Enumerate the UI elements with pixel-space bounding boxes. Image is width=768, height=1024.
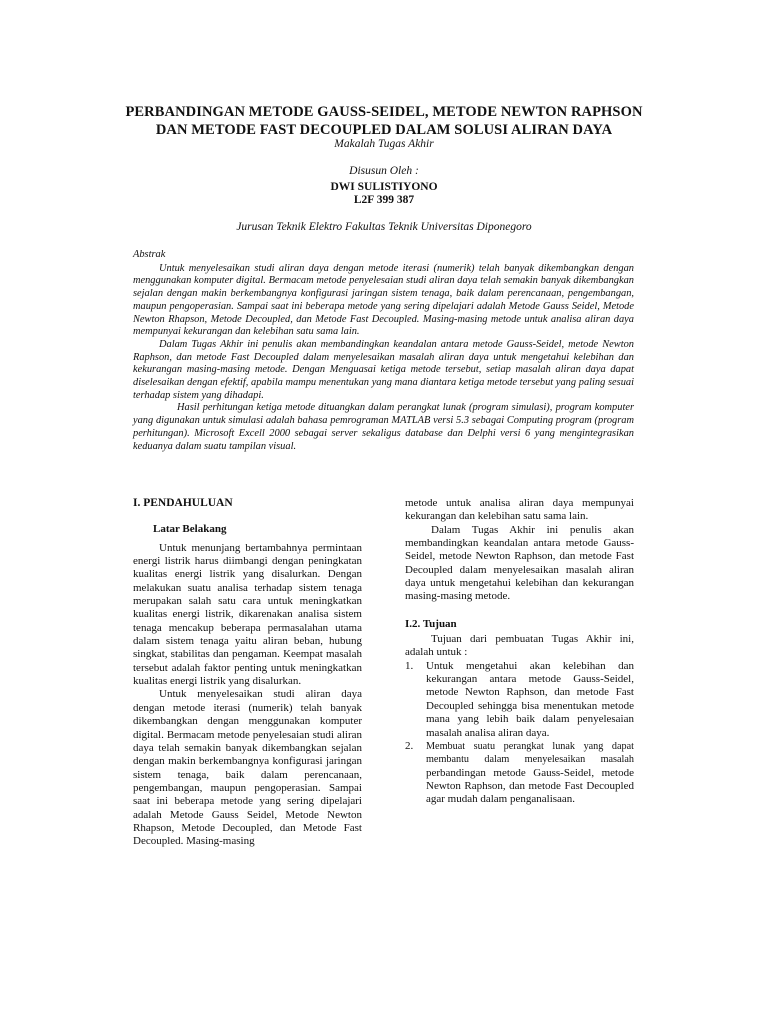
tujuan-list [405,660,634,807]
list-item-number: 1. [405,659,414,672]
list-item-text-small: Membuat suatu perangkat lunak yang dapat membantu dalam menyelesaikan masalah [426,740,634,766]
affiliation: Jurusan Teknik Elektro Fakultas Teknik Universitas Diponegoro [236,221,532,233]
paper-title [100,103,668,139]
list-item [405,740,634,807]
body-paragraph: Untuk menyelesaikan studi aliran daya dengan metode iterasi (numerik) telah banyak dikembangkan dengan menggunakan komputer digital. Bermacam metode penyelesaian studi aliran daya telah semakin banyak dikembangkan sejalan dengan makin berkembangnya konfigurasi jaringan sistem tenaga, baik dalam perencanaan, pengembangan, maupun pengoperasian. Sampai saat ini beberapa metode yang sering dipelajari adalah Metode Gauss Seidel, Metode Newton Rhapson, Metode Decoupled, dan Metode Fast Decoupled. Masing-masing [133,688,362,848]
paper-title-line-1: PERBANDINGAN METODE GAUSS-SEIDEL, METODE NEWTON RAPHSON [125,104,643,120]
left-column [133,497,362,849]
subsection-heading-tujuan: I.2. Tujuan [405,617,457,630]
abstract-paragraph-2: Dalam Tugas Akhir ini penulis akan membandingkan keandalan antara metode Gauss-Seidel, metode Newton Raphson, dan metode Fast Decoupled dalam menyelesaikan masalah aliran daya untuk mengetahui kelebihan dan kekurangan masing-masing metode. Dengan Menguasai ketiga metode tersebut, setiap masalah aliran daya dapat diselesaikan dengan efektif, apabila mampu menentukan yang mana diantara ketiga metode tersebut yang paling sesuai terhadap sistem yang dihadapi. [133,338,634,401]
abstract-paragraph-3: Hasil perhitungan ketiga metode dituangkan dalam perangkat lunak (program simulasi), program komputer yang digunakan untuk simulasi adalah bahasa pemrograman MATLAB versi 5.3 sebagai Computing program (program perhitungan). Microsoft Excell 2000 sebagai server sekaligus database dan Delphi versi 6 yang mengintegrasikan keduanya dalam suatu tampilan visual. [133,402,634,452]
body-paragraph-continuation: metode untuk analisa aliran daya mempunyai kekurangan dan kelebihan satu sama lain. [405,497,634,523]
abstract-paragraph-1: Untuk menyelesaikan studi aliran daya dengan metode iterasi (numerik) telah banyak dikembangkan dengan menggunakan komputer digital. Bermacam metode penyelesaian studi aliran daya telah semakin banyak dikembangkan sejalan dengan makin berkembangnya konfigurasi jaringan sistem tenaga, baik dalam perencanaan, pengembangan, maupun pengoperasian. Sampai saat ini beberapa metode yang sering dipelajari adalah Metode Gauss Seidel, Metode Newton Rhapson, Metode Decoupled, dan Metode Fast Decoupled. Masing-masing metode untuk analisa aliran daya mempunyai kekurangan dan kelebihan satu sama lain. [133,262,634,338]
list-item-text-wrap [426,740,634,807]
abstract-label: Abstrak [133,249,166,260]
student-id: L2F 399 387 [353,194,415,206]
body-paragraph: Dalam Tugas Akhir ini penulis akan membandingkan keandalan antara metode Gauss-Seidel, metode Newton Raphson, dan metode Fast Decoupled dalam menyelesaikan masalah aliran daya untuk mengetahui kelebihan dan kekurangan masing-masing metode. [405,523,634,603]
author-name: DWI SULISTIYONO [330,181,438,193]
subsection-heading-latar-belakang: Latar Belakang [153,523,227,536]
paper-title-line-2: DAN METODE FAST DECOUPLED DALAM SOLUSI ALIRAN DAYA [155,122,613,138]
list-item [405,660,634,740]
list-item-text: perbandingan metode Gauss-Seidel, metode Newton Raphson, dan metode Fast Decoupled agar mudah dalam penganalisaan. [426,766,634,806]
list-item-number: 2. [405,739,414,752]
tujuan-intro: Tujuan dari pembuatan Tugas Akhir ini, adalah untuk : [405,633,634,659]
compiled-by-label: Disusun Oleh : [349,165,419,177]
paper-subtitle: Makalah Tugas Akhir [334,138,434,150]
body-paragraph: Untuk menunjang bertambahnya permintaan energi listrik harus diimbangi dengan peningkatan kualitas energi listrik yang disalurkan. Dengan melakukan suatu analisa terhadap sistem tenaga merupakan salah satu cara untuk meningkatkan kualitas energi listrik, dikarenakan analisa sistem tenaga mencakup beberapa permasalahan utama dalam sistem tenaga yaitu aliran beban, hubung singkat, stabilitas dan pengaman. Keempat masalah tersebut adalah faktor penting untuk meningkatkan kualitas energi listrik yang disalurkan. [133,541,362,688]
abstract [133,249,634,453]
list-item-text: Untuk mengetahui akan kelebihan dan kekurangan antara metode Gauss-Seidel, metode Newton Raphson, dan metode Fast Decoupled sehingga bisa menentukan metode mana yang lebih baik dalam penyelesaian masalah analisa aliran daya. [426,659,634,739]
right-column [405,497,634,807]
section-heading-pendahuluan: I. PENDAHULUAN [133,497,233,509]
